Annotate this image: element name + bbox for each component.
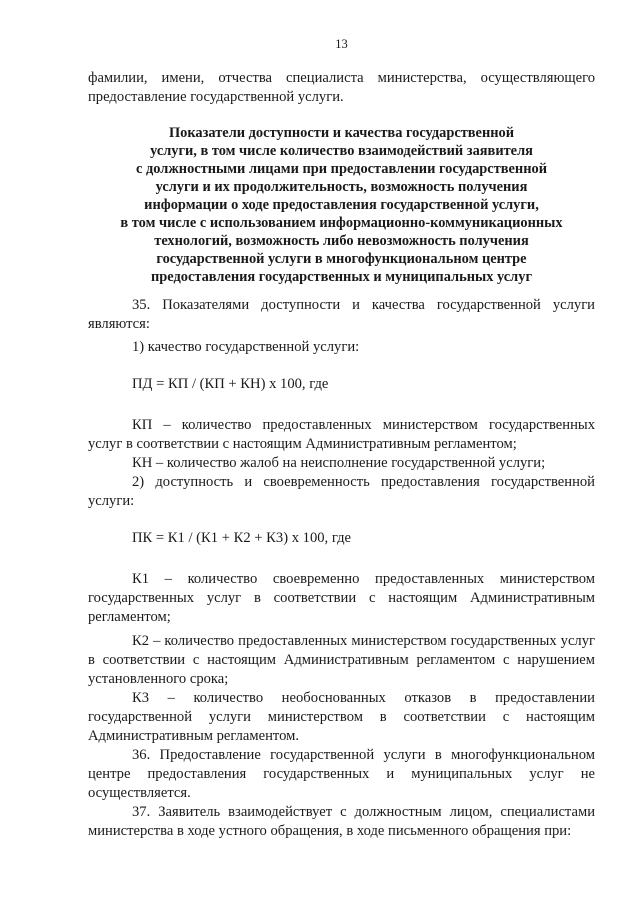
heading-line: государственной услуги в многофункциональном центре <box>156 251 527 267</box>
list-item-1: 1) качество государственной услуги: <box>132 339 360 355</box>
definition-kn: КН – количество жалоб на неисполнение государственной услуги; <box>132 455 546 471</box>
page-number: 13 <box>335 37 348 51</box>
definition-k1: К1 – количество своевременно предоставленных министерством государственных услуг в соответствии с настоящим Административным регламентом; <box>88 571 595 625</box>
heading-line: информации о ходе предоставления государственной услуги, <box>144 197 539 213</box>
heading-line: Показатели доступности и качества государственной <box>168 125 515 141</box>
heading-line: предоставления государственных и муниципальных услуг <box>151 269 532 285</box>
list-item-2: 2) доступность и своевременность предоставления государственной услуги: <box>88 474 595 509</box>
heading-line: услуги и их продолжительность, возможность получения <box>155 179 528 195</box>
definition-k3: К3 – количество необоснованных отказов в предоставлении государственной услуги министерством в соответствии с настоящим Административным регламентом. <box>88 690 595 744</box>
continuation-paragraph <box>88 69 595 107</box>
definition-k2: К2 – количество предоставленных министерством государственных услуг в соответствии с настоящим Административным регламентом с нарушением установленного срока; <box>88 633 595 687</box>
formula-pk: ПК = К1 / (К1 + К2 + К3) х 100, где <box>132 530 351 546</box>
formula-pd: ПД = КП / (КП + КН) х 100, где <box>132 376 329 392</box>
paragraph-35: 35. Показателями доступности и качества государственной услуги являются: <box>88 297 595 332</box>
section-heading <box>88 124 595 286</box>
continuation-line-2: предоставление государственной услуги. <box>88 89 344 105</box>
heading-line: в том числе с использованием информационно-коммуникационных <box>120 215 563 231</box>
definition-kp: КП – количество предоставленных министерством государственных услуг в соответствии с настоящим Административным регламентом; <box>88 417 595 452</box>
heading-line: с должностными лицами при предоставлении государственной <box>136 161 547 177</box>
heading-line: услуги, в том числе количество взаимодействий заявителя <box>150 143 533 159</box>
heading-line: технологий, возможность либо невозможность получения <box>154 233 529 249</box>
paragraph-36: 36. Предоставление государственной услуги в многофункциональном центре предоставления государственных и муниципальных услуг не осуществляется. <box>88 747 595 801</box>
document-body <box>88 296 595 841</box>
paragraph-37: 37. Заявитель взаимодействует с должностным лицом, специалистами министерства в ходе устного обращения, в ходе письменного обращения при: <box>88 804 595 839</box>
continuation-line-1: фамилии, имени, отчества специалиста министерства, осуществляющего <box>88 70 595 86</box>
document-page <box>88 0 595 905</box>
